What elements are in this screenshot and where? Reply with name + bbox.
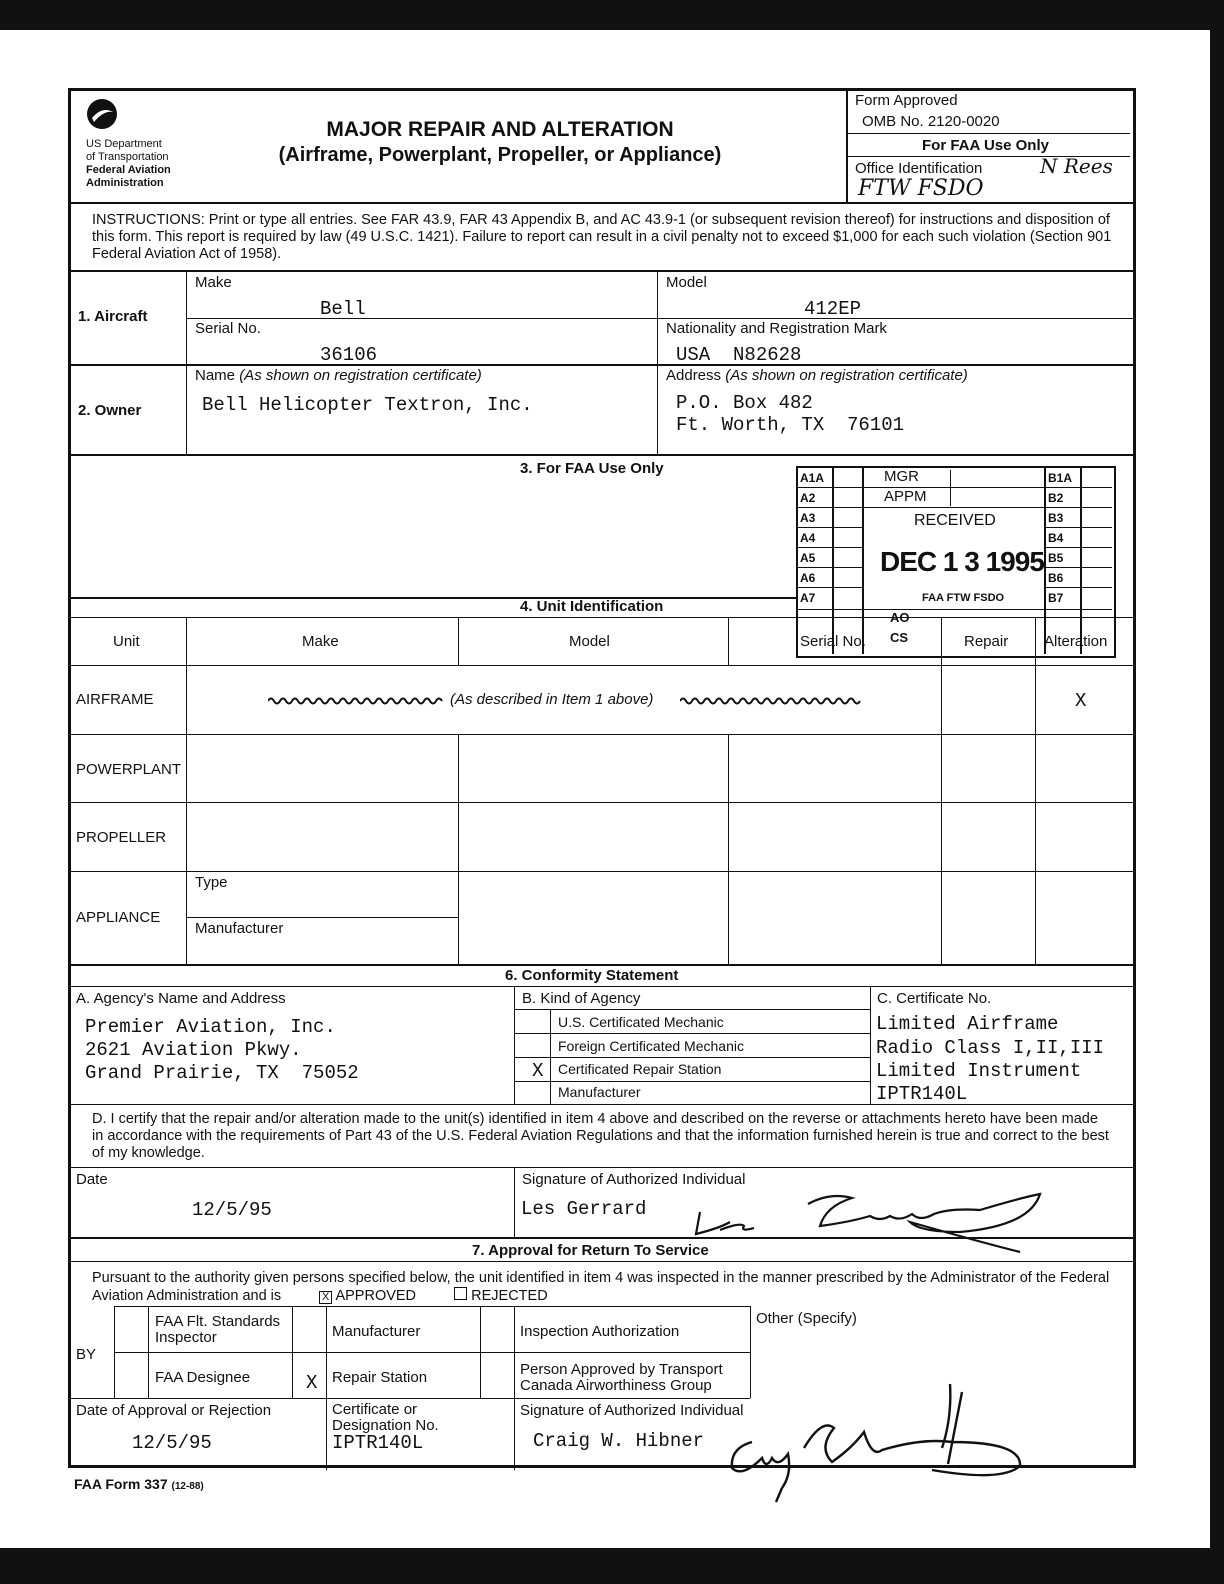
office-identification-initials: N Rees bbox=[1040, 154, 1113, 178]
owner-name-value: Bell Helicopter Textron, Inc. bbox=[202, 394, 533, 416]
opt-repair-station-mark: X bbox=[306, 1372, 318, 1394]
col-unit: Unit bbox=[113, 633, 140, 650]
opt-manufacturer: Manufacturer bbox=[332, 1323, 421, 1340]
conformity-section-label: 6. Conformity Statement bbox=[505, 967, 679, 984]
opt-other: Other (Specify) bbox=[756, 1310, 857, 1327]
airframe-alteration-mark: X bbox=[1075, 690, 1087, 712]
approval-signer-name: Craig W. Hibner bbox=[533, 1430, 705, 1452]
registration-label: Nationality and Registration Mark bbox=[666, 320, 887, 337]
opt-inspection-authorization: Inspection Authorization bbox=[520, 1323, 680, 1340]
unit-identification-section-label: 4. Unit Identification bbox=[520, 598, 664, 615]
owner-address-line1: P.O. Box 482 bbox=[676, 392, 813, 414]
stamp-right-codes: B1A B2 B3 B4 B5 B6 B7 bbox=[1048, 471, 1073, 605]
opt-faa-designee: FAA Designee bbox=[155, 1369, 251, 1386]
faa-use-section-label: 3. For FAA Use Only bbox=[520, 460, 664, 477]
agency-line2: 2621 Aviation Pkwy. bbox=[85, 1039, 302, 1061]
kind-us-mechanic: U.S. Certificated Mechanic bbox=[558, 1014, 724, 1030]
kind-manufacturer: Manufacturer bbox=[558, 1084, 641, 1100]
omb-number: OMB No. 2120-0020 bbox=[862, 113, 1000, 130]
cert-line2: Radio Class I,II,III bbox=[876, 1037, 1105, 1059]
stamp-office: FAA FTW FSDO bbox=[922, 592, 1005, 604]
conformity-signer-name: Les Gerrard bbox=[521, 1198, 647, 1220]
col-alteration: Alteration bbox=[1044, 633, 1108, 650]
serial-label: Serial No. bbox=[195, 320, 261, 337]
approval-signature-scribble bbox=[722, 1378, 1032, 1504]
kind-of-agency-label: B. Kind of Agency bbox=[522, 990, 641, 1007]
dot-logo bbox=[86, 98, 118, 130]
scan-border-top bbox=[0, 0, 1224, 30]
make-label: Make bbox=[195, 274, 232, 291]
office-identification-label: Office Identification bbox=[855, 160, 983, 177]
approval-date-value: 12/5/95 bbox=[132, 1432, 212, 1454]
owner-address-label: Address (As shown on registration certificate) bbox=[666, 367, 968, 384]
airframe-description: (As described in Item 1 above) bbox=[450, 691, 654, 708]
stamp-ao: AO bbox=[890, 610, 910, 625]
agency-name-label: A. Agency's Name and Address bbox=[76, 990, 286, 1007]
kind-foreign-mechanic: Foreign Certificated Mechanic bbox=[558, 1038, 744, 1054]
airframe-wavy-right bbox=[680, 694, 864, 706]
col-model: Model bbox=[569, 633, 610, 650]
form-footer: FAA Form 337 (12-88) bbox=[74, 1476, 204, 1492]
opt-transport-canada: Person Approved by Transport Canada Airworthiness Group bbox=[520, 1361, 723, 1394]
approval-cert-label: Certificate or Designation No. bbox=[332, 1401, 439, 1434]
approval-signature-label: Signature of Authorized Individual bbox=[520, 1402, 744, 1419]
model-label: Model bbox=[666, 274, 707, 291]
agency-line1: Premier Aviation, Inc. bbox=[85, 1016, 336, 1038]
col-make: Make bbox=[302, 633, 339, 650]
opt-repair-station: Repair Station bbox=[332, 1369, 428, 1386]
appliance-manufacturer-label: Manufacturer bbox=[195, 920, 284, 937]
stamp-appm: APPM bbox=[884, 488, 927, 505]
kind-repair-station: Certificated Repair Station bbox=[558, 1061, 722, 1077]
scan-border-bottom bbox=[0, 1548, 1224, 1584]
office-identification-handwriting: FTW FSDO bbox=[858, 176, 984, 201]
approval-section-label: 7. Approval for Return To Service bbox=[472, 1242, 709, 1259]
stamp-cs: CS bbox=[890, 630, 909, 645]
conformity-signature-label: Signature of Authorized Individual bbox=[522, 1171, 746, 1188]
instructions-text: INSTRUCTIONS: Print or type all entries. See FAR 43.9, FAR 43 Appendix B, and AC 43.9-1 (or subsequent revision thereof) for instructions and disposition of this form. This report is required by law (49 U.S.C. 1421). Failure to report can result in a civil penalty not to exceed $1,000 for each such violation (Section 901 Federal Aviation Act of 1958). bbox=[92, 212, 1112, 262]
scan-border-right bbox=[1210, 0, 1224, 1584]
rejected-checkbox bbox=[454, 1287, 467, 1300]
opt-flt-standards: FAA Flt. Standards Inspector bbox=[155, 1313, 281, 1346]
registration-value: USA N82628 bbox=[676, 344, 802, 366]
stamp-left-codes: A1A A2 A3 A4 A5 A6 A7 bbox=[800, 471, 825, 605]
approval-cert-value: IPTR140L bbox=[332, 1432, 424, 1454]
row-propeller-label: PROPELLER bbox=[76, 829, 167, 846]
owner-section-label: 2. Owner bbox=[78, 402, 142, 419]
approval-text: Pursuant to the authority given persons specified below, the unit identified in item 4 was inspected in the manner prescribed by the Administrator of the Federal Aviation Administration and is X APPROVED REJECTED bbox=[92, 1270, 1110, 1304]
stamp-mgr: MGR bbox=[884, 468, 919, 485]
faa-use-only-label: For FAA Use Only bbox=[922, 137, 1049, 154]
agency-block: US Department of Transportation Federal Aviation Administration bbox=[86, 138, 171, 189]
appliance-type-label: Type bbox=[195, 874, 228, 891]
stamp-date: DEC 1 3 1995 bbox=[880, 546, 1044, 577]
model-value: 412EP bbox=[804, 298, 862, 320]
form-subtitle: (Airframe, Powerplant, Propeller, or Appliance) bbox=[278, 144, 722, 166]
conformity-date-label: Date bbox=[76, 1171, 108, 1188]
cert-line4: IPTR140L bbox=[876, 1083, 968, 1105]
agency-line3: Grand Prairie, TX 75052 bbox=[85, 1062, 359, 1084]
form-approved-label: Form Approved bbox=[855, 92, 958, 109]
cert-line1: Limited Airframe bbox=[876, 1013, 1059, 1035]
rejected-label: REJECTED bbox=[471, 1288, 548, 1304]
make-value: Bell bbox=[320, 298, 366, 320]
owner-name-label: Name (As shown on registration certificate) bbox=[195, 367, 482, 384]
form-title: MAJOR REPAIR AND ALTERATION bbox=[326, 118, 674, 141]
approved-label: APPROVED bbox=[335, 1288, 417, 1304]
kind-repair-station-mark: X bbox=[532, 1060, 544, 1082]
serial-value: 36106 bbox=[320, 344, 378, 366]
certificate-no-label: C. Certificate No. bbox=[877, 990, 992, 1007]
certification-statement: D. I certify that the repair and/or alteration made to the unit(s) identified in item 4 above and described on the reverse or attachments hereto have been made in accordance with the requirements of Part 43 of the U.S. Federal Aviation Regulations and that the information furnished herein is true and correct to the best of my knowledge. bbox=[92, 1111, 1109, 1161]
conformity-signature-scribble bbox=[680, 1182, 1050, 1254]
col-repair: Repair bbox=[964, 633, 1009, 650]
row-appliance-label: APPLIANCE bbox=[76, 909, 161, 926]
col-serial: Serial No. bbox=[800, 633, 866, 650]
stamp-received: RECEIVED bbox=[914, 512, 996, 529]
aircraft-section-label: 1. Aircraft bbox=[78, 308, 148, 325]
cert-line3: Limited Instrument bbox=[876, 1060, 1082, 1082]
approval-by-label: BY bbox=[76, 1346, 97, 1363]
airframe-wavy-left bbox=[268, 694, 446, 706]
row-powerplant-label: POWERPLANT bbox=[76, 761, 182, 778]
owner-address-line2: Ft. Worth, TX 76101 bbox=[676, 414, 905, 436]
row-airframe-label: AIRFRAME bbox=[76, 691, 154, 708]
approval-date-label: Date of Approval or Rejection bbox=[76, 1402, 272, 1419]
approved-checkbox: X bbox=[319, 1291, 332, 1304]
conformity-date-value: 12/5/95 bbox=[192, 1199, 272, 1221]
